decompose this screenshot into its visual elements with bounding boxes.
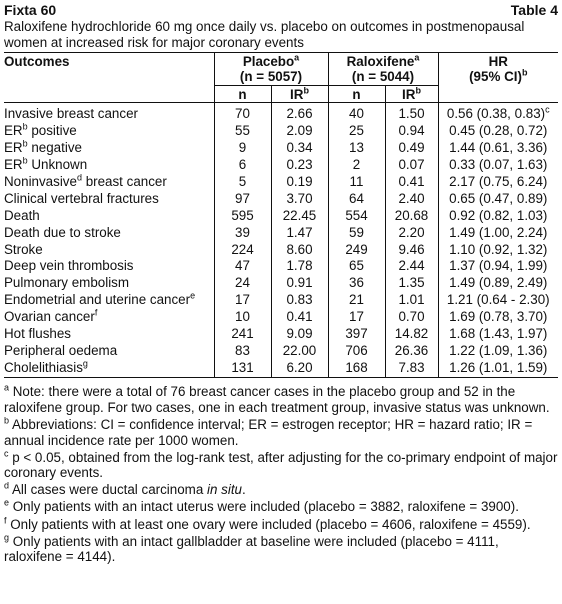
raloxifene-n-cell: 397 [328,326,385,343]
outcome-name: Peripheral oedema [4,342,118,358]
raloxifene-n-cell: 17 [328,309,385,326]
hazard-ratio-cell: 2.17 (0.75, 6.24) [438,174,558,191]
hazard-ratio-cell: 1.21 (0.64 - 2.30) [438,292,558,309]
raloxifene-ir-cell: 7.83 [385,359,438,377]
raloxifene-n-cell: 21 [328,292,385,309]
table-row [4,275,558,292]
table-row [4,309,558,326]
hazard-ratio-cell: 0.56 (0.38, 0.83)$^c$ [438,103,558,123]
raloxifene-n-cell: 554 [328,207,385,224]
hazard-ratio-cell: 1.22 (1.09, 1.36) [438,342,558,359]
subheader-spacer [4,86,214,103]
placebo-ir-cell: 0.19 [271,174,328,191]
outcome-name: $ER^b$ negative [4,138,82,156]
table-page [4,0,558,565]
raloxifene-n-cell: 11 [328,174,385,191]
table-row [4,174,558,191]
placebo-ir-cell: 1.47 [271,224,328,241]
outcome-name: Stroke [4,241,43,257]
placebo-ir-cell: 0.41 [271,309,328,326]
footnote-b: $^b$ Abbreviations: CI = confidence interval; ER = estrogen receptor; HR = hazard ratio; IR = annual incidence rate per 1000 women. [4,415,533,448]
placebo-ir-cell: 3.70 [271,190,328,207]
placebo-n-cell: 83 [214,342,271,359]
placebo-n-cell: 5 [214,174,271,191]
raloxifene-ir-cell: 1.35 [385,275,438,292]
subheader-raloxifene-ir: $IR^b$ [385,86,438,103]
placebo-ir-cell: 2.09 [271,123,328,140]
hazard-ratio-cell: 1.26 (1.01, 1.59) [438,359,558,377]
placebo-n-cell: 47 [214,258,271,275]
placebo-ir-cell: 9.09 [271,326,328,343]
hazard-ratio-cell: 1.10 (0.92, 1.32) [438,241,558,258]
hazard-ratio-cell: 0.92 (0.82, 1.03) [438,207,558,224]
outcome-name: $ER^b$ Unknown [4,155,88,173]
raloxifene-n-cell: 65 [328,258,385,275]
placebo-n-cell: 55 [214,123,271,140]
placebo-ir-cell: 22.45 [271,207,328,224]
raloxifene-n-cell: 249 [328,241,385,258]
footnote-a: $^a$ Note: there were a total of 76 breast cancer cases in the placebo group and 52 in the raloxifene group. For two cases, one in each treatment group, invasive status was unknown. [4,382,550,415]
outcome-name: Death [4,207,40,223]
placebo-ir-cell: 6.20 [271,359,328,377]
raloxifene-ir-cell: 1.01 [385,292,438,309]
table-row [4,359,558,377]
hazard-ratio-cell: 1.69 (0.78, 3.70) [438,309,558,326]
raloxifene-ir-cell: 0.07 [385,157,438,174]
footnote-f: $^f$ Only patients with at least one ovary were included (placebo = 4606, raloxifene = 4559). [4,515,531,532]
table-row [4,342,558,359]
outcome-name: Clinical vertebral fractures [4,190,159,206]
placebo-n-cell: 17 [214,292,271,309]
hazard-ratio-cell: 0.65 (0.47, 0.89) [438,190,558,207]
placebo-ir-cell: 0.23 [271,157,328,174]
raloxifene-n-cell: 168 [328,359,385,377]
raloxifene-ir-cell: 2.20 [385,224,438,241]
subheader-placebo-n: n [214,86,271,103]
outcome-name: Deep vein thrombosis [4,258,134,274]
placebo-n-cell: 6 [214,157,271,174]
footnote-e: $^e$ Only patients with an intact uterus were included (placebo = 3882, raloxifene = 3900). [4,497,519,515]
hazard-ratio-cell: 1.68 (1.43, 1.97) [438,326,558,343]
hazard-ratio-cell: 0.45 (0.28, 0.72) [438,123,558,140]
column-header-placebo: Placebo$^a$ (n = 5057) [214,53,328,86]
hazard-ratio-cell: 1.44 (0.61, 3.36) [438,140,558,157]
raloxifene-ir-cell: 0.41 [385,174,438,191]
raloxifene-ir-cell: 0.49 [385,140,438,157]
raloxifene-n-cell: 59 [328,224,385,241]
hazard-ratio-cell: 0.33 (0.07, 1.63) [438,157,558,174]
placebo-n-cell: 24 [214,275,271,292]
placebo-n-cell: 9 [214,140,271,157]
table-row [4,207,558,224]
table-row [4,292,558,309]
table-row [4,258,558,275]
footnote-c: $^c$ p < 0.05, obtained from the log-rank test, after adjusting for the co-primary endpoint of major coronary events. [4,448,558,481]
hazard-ratio-cell: 1.49 (0.89, 2.49) [438,275,558,292]
outcome-name: Invasive breast cancer [4,106,138,122]
table-number: Table 4 [510,2,558,18]
placebo-n-cell: 97 [214,190,271,207]
subheader-raloxifene-n: n [328,86,385,103]
outcome-name: Cholelithiasis$^g$ [4,359,214,377]
table-caption: Raloxifene hydrochloride 60 mg once daily vs. placebo on outcomes in postmenopausal women at increased risk for major coronary events [4,19,558,53]
table-row [4,103,558,123]
raloxifene-n-cell: 25 [328,123,385,140]
footnotes [4,384,558,565]
raloxifene-ir-cell: 14.82 [385,326,438,343]
hazard-ratio-cell: 1.49 (1.00, 2.24) [438,224,558,241]
placebo-ir-cell: 2.66 [271,103,328,123]
hazard-ratio-cell: 1.37 (0.94, 1.99) [438,258,558,275]
placebo-n-cell: 241 [214,326,271,343]
raloxifene-ir-cell: 20.68 [385,207,438,224]
raloxifene-ir-cell: 1.50 [385,103,438,123]
raloxifene-ir-cell: 2.44 [385,258,438,275]
placebo-ir-cell: 0.83 [271,292,328,309]
footnote-d: $^d$ All cases were ductal carcinoma in situ. [4,480,246,498]
raloxifene-n-cell: 2 [328,157,385,174]
figure-label: Fixta 60 [4,2,57,18]
raloxifene-ir-cell: 9.46 [385,241,438,258]
table-row [4,326,558,343]
table-row [4,224,558,241]
placebo-ir-cell: 0.34 [271,140,328,157]
subheader-placebo-ir: $IR^b$ [271,86,328,103]
footnote-g: $^g$ Only patients with an intact gallbladder at baseline were included (placebo = 4111, raloxifene = 4144). [4,532,499,565]
table-header-bar [4,2,558,18]
placebo-n-cell: 70 [214,103,271,123]
raloxifene-ir-cell: 0.94 [385,123,438,140]
placebo-n-cell: 595 [214,207,271,224]
outcome-name: Endometrial and uterine cancer$^e$ [4,290,196,308]
table-row [4,157,558,174]
placebo-n-cell: 224 [214,241,271,258]
raloxifene-n-cell: 40 [328,103,385,123]
outcome-name: $ER^b$ positive [4,121,77,139]
table-row [4,140,558,157]
table-row [4,190,558,207]
column-header-outcomes: Outcomes [4,54,70,69]
column-header-raloxifene: Raloxifene$^a$ (n = 5044) [328,53,438,86]
raloxifene-ir-cell: 0.70 [385,309,438,326]
placebo-ir-cell: 1.78 [271,258,328,275]
raloxifene-ir-cell: 2.40 [385,190,438,207]
outcome-name: Ovarian cancer$^f$ [4,307,98,325]
outcome-name: Death due to stroke [4,224,121,240]
placebo-n-cell: 10 [214,309,271,326]
outcome-name: Hot flushes [4,326,71,342]
column-header-hr: HR (95% CI)$^b$ [438,53,558,103]
placebo-ir-cell: 0.91 [271,275,328,292]
table-row [4,123,558,140]
raloxifene-n-cell: 706 [328,342,385,359]
placebo-n-cell: 131 [214,359,271,377]
raloxifene-ir-cell: 26.36 [385,342,438,359]
placebo-ir-cell: 8.60 [271,241,328,258]
outcomes-table [4,53,558,378]
raloxifene-n-cell: 36 [328,275,385,292]
raloxifene-n-cell: 64 [328,190,385,207]
placebo-n-cell: 39 [214,224,271,241]
placebo-ir-cell: 22.00 [271,342,328,359]
outcome-name: Pulmonary embolism [4,275,130,291]
outcome-name: Noninvasive$^d$ breast cancer [4,172,167,189]
raloxifene-n-cell: 13 [328,140,385,157]
table-row [4,241,558,258]
